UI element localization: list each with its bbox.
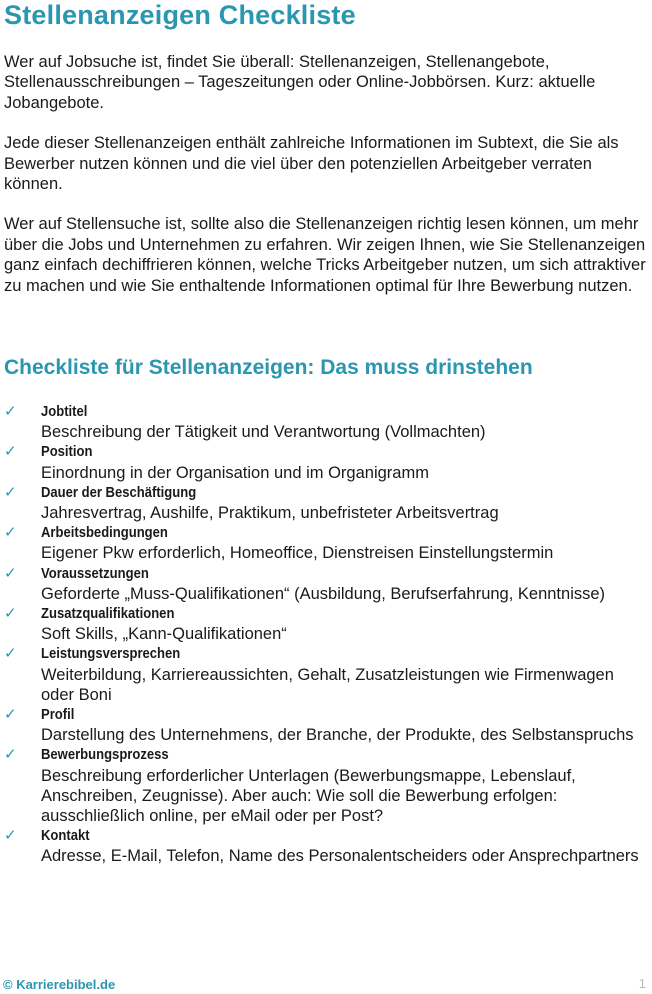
intro-paragraph: Wer auf Jobsuche ist, findet Sie überall: Stellenanzeigen, Stellenangebote, Stellenausschreibungen – Tageszeitungen oder Online-Jobbörsen. Kurz: aktuelle Jobangebote. — [4, 53, 596, 112]
checklist-item — [4, 745, 650, 826]
checklist-item-label: Kontakt — [41, 828, 90, 845]
checklist-item — [4, 442, 650, 482]
checklist-item — [4, 483, 650, 523]
checkmark-icon: ✓ — [4, 443, 17, 461]
checklist-item — [4, 826, 650, 866]
intro-paragraph: Jede dieser Stellenanzeigen enthält zahlreiche Informationen im Subtext, die Sie als Bewerber nutzen können und die viel über den potenziellen Arbeitgeber verraten können. — [4, 134, 619, 194]
checklist-item-description: Einordnung in der Organisation und im Organigramm — [41, 463, 429, 482]
intro-paragraph: Wer auf Stellensuche ist, sollte also die Stellenanzeigen richtig lesen können, um mehr über die Jobs und Unternehmen zu erfahren. Wir zeigen Ihnen, wie Sie Stellenanzeigen ganz einfach dechiffrieren können, welche Tricks Arbeitgeber nutzen, um sich attraktiver zu machen und wie Sie enthaltende Informationen optimal für Ihre Bewerbung nutzen. — [4, 215, 646, 295]
document-title: Stellenanzeigen Checkliste — [4, 0, 356, 30]
checklist-item — [4, 705, 650, 745]
checkmark-icon: ✓ — [4, 827, 17, 845]
checklist-item-description: Jahresvertrag, Aushilfe, Praktikum, unbefristeter Arbeitsvertrag — [41, 504, 499, 523]
page-number: 1 — [638, 976, 646, 991]
checkmark-icon: ✓ — [4, 403, 17, 420]
checkmark-icon: ✓ — [4, 483, 17, 501]
checklist-item-description: Weiterbildung, Karriereaussichten, Gehalt, Zusatzleistungen wie Firmenwagen oder Boni — [41, 665, 614, 704]
checkmark-icon: ✓ — [4, 605, 17, 623]
checklist-item-description: Darstellung des Unternehmens, der Branche, der Produkte, des Selbstanspruchs — [41, 726, 634, 745]
footer-source: © Karrierebibel.de — [3, 977, 116, 992]
checkmark-icon: ✓ — [4, 524, 17, 542]
intro-section — [4, 52, 646, 316]
checklist-heading: Checkliste für Stellenanzeigen: Das muss drinstehen — [4, 356, 533, 379]
checklist-item — [4, 564, 650, 604]
checklist-item — [4, 402, 650, 442]
checklist-item — [4, 644, 650, 705]
checklist-item-label: Voraussetzungen — [41, 565, 149, 582]
checklist-item-description: Geforderte „Muss-Qualifikationen“ (Ausbildung, Berufserfahrung, Kenntnisse) — [41, 584, 606, 603]
checkmark-icon: ✓ — [4, 746, 17, 764]
checkmark-icon: ✓ — [4, 564, 17, 582]
checklist-item-label: Leistungsversprechen — [41, 646, 181, 663]
checklist-item-label: Dauer der Beschäftigung — [41, 484, 197, 501]
checklist-item-description: Soft Skills, „Kann-Qualifikationen“ — [41, 625, 287, 644]
checklist-item-description: Adresse, E-Mail, Telefon, Name des Personalentscheiders oder Ansprechpartners — [41, 847, 639, 866]
checkmark-icon: ✓ — [4, 706, 17, 724]
checklist-item-label: Jobtitel — [41, 404, 88, 420]
checklist-item-label: Zusatzqualifikationen — [41, 606, 175, 623]
checklist-item-description: Beschreibung der Tätigkeit und Verantwortung (Vollmachten) — [41, 423, 486, 442]
checklist — [4, 402, 650, 867]
checklist-item-label: Arbeitsbedingungen — [41, 525, 168, 542]
checklist-item-description: Beschreibung erforderlicher Unterlagen (Bewerbungsmappe, Lebenslauf, Anschreiben, Zeugnisse). Aber auch: Wie soll die Bewerbung erfolgen: ausschließlich online, per eMail oder per Post? — [41, 766, 576, 826]
checklist-item — [4, 523, 650, 563]
checklist-item-label: Bewerbungsprozess — [41, 747, 169, 764]
checklist-item-label: Position — [41, 444, 93, 461]
checklist-item-label: Profil — [41, 707, 75, 724]
checkmark-icon: ✓ — [4, 645, 17, 663]
checklist-item — [4, 604, 650, 644]
checklist-item-description: Eigener Pkw erforderlich, Homeoffice, Dienstreisen Einstellungstermin — [41, 544, 554, 563]
